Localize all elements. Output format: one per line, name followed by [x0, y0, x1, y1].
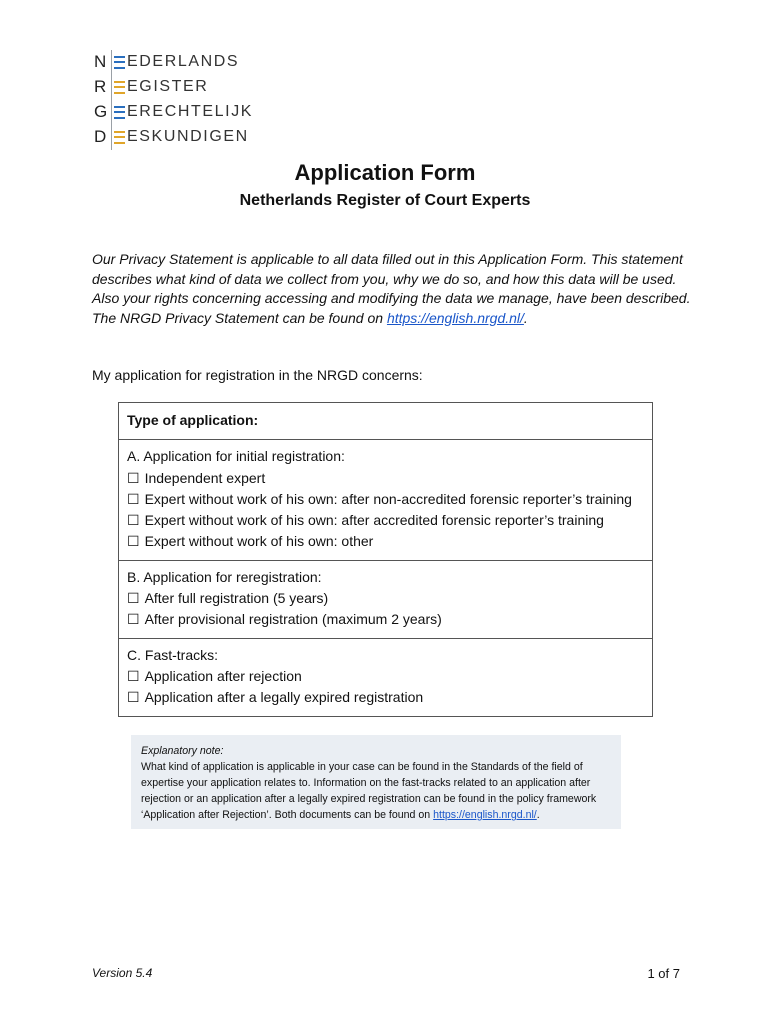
note-text: What kind of application is applicable in your case can be found in the Standards of the field of expertise your application relates to. Information on the fast-tracks related to an application after rejection or an application after a legally expired registration can be found in the policy framework ‘Application after Rejection’. Both documents can be found on [141, 761, 597, 821]
option-row[interactable] [127, 588, 644, 609]
logo-row-3 [94, 100, 253, 124]
option-label: After full registration (5 years) [144, 590, 329, 607]
explanatory-note [131, 735, 621, 829]
section-title: B. Application for reregistration: [127, 568, 322, 585]
nrgd-logo [94, 50, 254, 150]
logo-initial: D [94, 127, 107, 146]
logo-word: EDERLANDS [127, 53, 240, 70]
checkbox-icon[interactable]: ☐ [127, 490, 140, 507]
option-label: Application after rejection [144, 667, 302, 684]
logo-bars-icon [114, 106, 125, 119]
page-title: Application Form [294, 160, 476, 185]
option-label: Expert without work of his own: after non-accredited forensic reporter’s training [144, 490, 632, 507]
logo-word: EGISTER [127, 78, 209, 95]
option-label: After provisional registration (maximum 2 years) [144, 611, 442, 628]
logo-initial: N [94, 52, 107, 71]
privacy-link[interactable]: https://english.nrgd.nl/ [386, 309, 524, 326]
option-label: Expert without work of his own: other [144, 533, 374, 550]
section-title: A. Application for initial registration: [127, 448, 345, 465]
note-heading: Explanatory note: [141, 745, 224, 757]
checkbox-icon[interactable]: ☐ [127, 667, 140, 684]
option-row[interactable] [127, 531, 644, 552]
application-type-table [118, 402, 653, 717]
option-label: Application after a legally expired registration [144, 689, 424, 706]
option-row[interactable] [127, 687, 644, 708]
logo-row-4 [94, 125, 249, 149]
logo-initial: R [94, 77, 107, 96]
concerns-label: My application for registration in the NRGD concerns: [92, 367, 423, 383]
option-row[interactable] [127, 510, 644, 531]
note-link[interactable]: https://english.nrgd.nl/ [433, 809, 537, 821]
section-fast-tracks [119, 638, 652, 716]
option-row[interactable] [127, 468, 644, 489]
logo-row-2 [94, 75, 208, 99]
logo-initial: G [94, 102, 108, 121]
option-label: Independent expert [144, 469, 266, 486]
checkbox-icon[interactable]: ☐ [127, 689, 140, 706]
checkbox-icon[interactable]: ☐ [127, 611, 140, 628]
section-reregistration [119, 560, 652, 638]
version-label: Version 5.4 [92, 966, 153, 980]
logo-bars-icon [114, 131, 125, 144]
privacy-after: . [523, 309, 528, 326]
note-after: . [536, 809, 540, 821]
section-initial-registration [119, 439, 652, 559]
page-number: 1 of 7 [647, 966, 680, 981]
section-title: C. Fast-tracks: [127, 646, 219, 663]
logo-bars-icon [114, 56, 125, 69]
option-row[interactable] [127, 609, 644, 630]
privacy-statement [92, 250, 692, 328]
logo-row-1 [94, 50, 239, 74]
checkbox-icon[interactable]: ☐ [127, 469, 140, 486]
logo-word: ESKUNDIGEN [127, 128, 249, 145]
option-row[interactable] [127, 489, 644, 510]
logo-bars-icon [114, 81, 125, 94]
checkbox-icon[interactable]: ☐ [127, 590, 140, 607]
privacy-text: Our Privacy Statement is applicable to all data filled out in this Application Form. This statement describes what kind of data we collect from you, why we do so, and how this data will be used. Also your rights concerning accessing and modifying the data we manage, have been described. The NRGD Privacy Statement can be found on [92, 251, 691, 326]
option-row[interactable] [127, 666, 644, 687]
checkbox-icon[interactable]: ☐ [127, 512, 140, 529]
table-header: Type of application: [127, 412, 259, 428]
option-label: Expert without work of his own: after accredited forensic reporter’s training [144, 512, 604, 529]
checkbox-icon[interactable]: ☐ [127, 533, 140, 550]
note-body [141, 759, 611, 823]
page-subtitle: Netherlands Register of Court Experts [239, 192, 531, 209]
logo-word: ERECHTELIJK [127, 103, 254, 120]
